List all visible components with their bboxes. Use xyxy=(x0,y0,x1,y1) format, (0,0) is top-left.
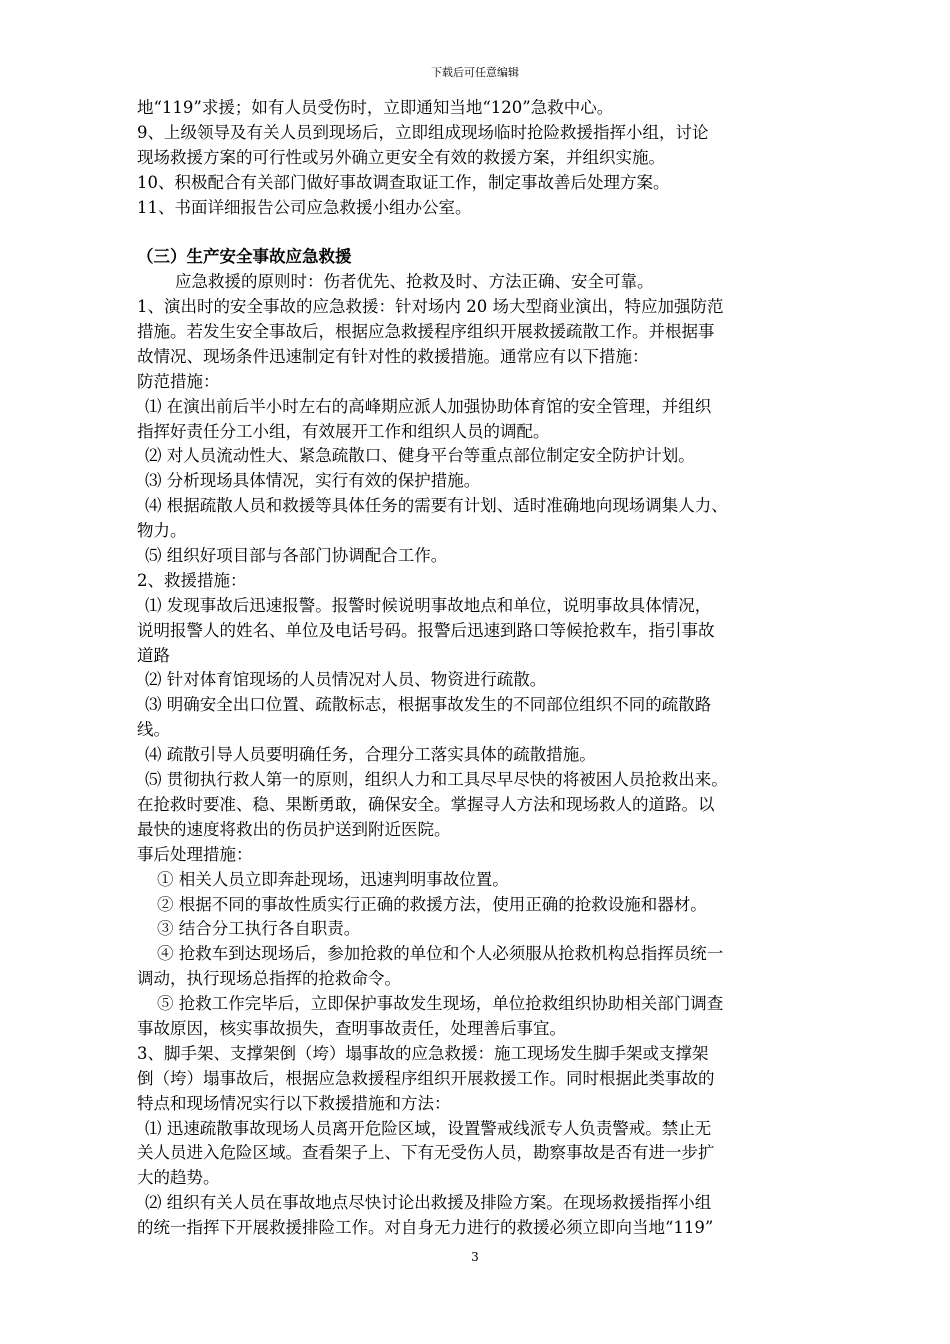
text-line: 倒（垮）塌事故后，根据应急救援程序组织开展救援工作。同时根据此类事故的 xyxy=(137,1068,715,1088)
text-line: 1、演出时的安全事故的应急救援：针对场内 20 场大型商业演出，特应加强防范 xyxy=(137,297,724,317)
text-line: ⑸ 组织好项目部与各部门协调配合工作。 xyxy=(145,546,448,566)
section-heading: （三）生产安全事故应急救援 xyxy=(137,247,352,267)
text-line: 现场救援方案的可行性或另外确立更安全有效的救援方案，并组织实施。 xyxy=(137,147,665,167)
text-line: ⑴ 发现事故后迅速报警。报警时候说明事故地点和单位，说明事故具体情况， xyxy=(145,595,712,615)
text-line: 事故原因，核实事故损失，查明事故责任，处理善后事宜。 xyxy=(137,1018,566,1038)
text-line: 措施。若发生安全事故后，根据应急救援程序组织开展救援疏散工作。并根据事 xyxy=(137,322,715,342)
text-line: ⑴ 在演出前后半小时左右的高峰期应派人加强协助体育馆的安全管理，并组织 xyxy=(145,396,712,416)
text-line: ③ 结合分工执行各自职责。 xyxy=(157,919,361,939)
text-line: ⑸ 贯彻执行救人第一的原则，组织人力和工具尽早尽快的将被困人员抢救出来。 xyxy=(145,770,728,790)
text-line: ⑴ 迅速疏散事故现场人员离开危险区域，设置警戒线派专人负责警戒。禁止无 xyxy=(145,1118,712,1138)
text-line: 物力。 xyxy=(137,521,187,541)
text-line: ⑵ 对人员流动性大、紧急疏散口、健身平台等重点部位制定安全防护计划。 xyxy=(145,446,695,466)
text-line: 线。 xyxy=(137,720,170,740)
document-body xyxy=(137,96,827,1241)
text-line: 指挥好责任分工小组，有效展开工作和组织人员的调配。 xyxy=(137,421,550,441)
page-header: 下载后可任意编辑 xyxy=(431,66,519,79)
text-line: ⑷ 根据疏散人员和救援等具体任务的需要有计划、适时准确地向现场调集人力、 xyxy=(145,496,728,516)
text-line: ⑤ 抢救工作完毕后，立即保护事故发生现场，单位抢救组织协助相关部门调查 xyxy=(157,994,724,1014)
text-line: ⑵ 组织有关人员在事故地点尽快讨论出救援及排险方案。在现场救援指挥小组 xyxy=(145,1193,712,1213)
text-line: 关人员进入危险区域。查看架子上、下有无受伤人员，勘察事故是否有进一步扩 xyxy=(137,1143,715,1163)
text-line: 道路 xyxy=(137,645,170,665)
page-number: 3 xyxy=(471,1250,479,1264)
text-line: 调动，执行现场总指挥的抢救命令。 xyxy=(137,969,401,989)
text-line: 最快的速度将救出的伤员护送到附近医院。 xyxy=(137,819,451,839)
text-line xyxy=(137,220,827,245)
text-line: ⑶ 明确安全出口位置、疏散标志，根据事故发生的不同部位组织不同的疏散路 xyxy=(145,695,712,715)
text-line: ① 相关人员立即奔赴现场，迅速判明事故位置。 xyxy=(157,869,509,889)
text-line: 说明报警人的姓名、单位及电话号码。报警后迅速到路口等候抢救车，指引事故 xyxy=(137,620,715,640)
text-line: 防范措施： xyxy=(137,371,220,391)
text-line: 的统一指挥下开展救援排险工作。对自身无力进行的救援必须立即向当地“119” xyxy=(137,1218,714,1238)
text-line: 应急救援的原则时：伤者优先、抢救及时、方法正确、安全可靠。 xyxy=(175,272,654,292)
text-line: 11、书面详细报告公司应急救援小组办公室。 xyxy=(137,197,472,217)
text-line: ⑵ 针对体育馆现场的人员情况对人员、物资进行疏散。 xyxy=(145,670,547,690)
text-line: 故情况、现场条件迅速制定有针对性的救援措施。通常应有以下措施： xyxy=(137,346,649,366)
text-line: 特点和现场情况实行以下救援措施和方法： xyxy=(137,1093,451,1113)
text-line: 事后处理措施： xyxy=(137,844,253,864)
text-line: ④ 抢救车到达现场后，参加抢救的单位和个人必须服从抢救机构总指挥员统一 xyxy=(157,944,724,964)
text-line: 9、上级领导及有关人员到现场后，立即组成现场临时抢险救援指挥小组，讨论 xyxy=(137,122,709,142)
text-line: ⑷ 疏散引导人员要明确任务，合理分工落实具体的疏散措施。 xyxy=(145,745,596,765)
text-line: 3、脚手架、支撑架倒（垮）塌事故的应急救援：施工现场发生脚手架或支撑架 xyxy=(137,1043,709,1063)
text-line: 10、积极配合有关部门做好事故调查取证工作，制定事故善后处理方案。 xyxy=(137,172,670,192)
text-line: 大的趋势。 xyxy=(137,1168,220,1188)
text-line: ② 根据不同的事故性质实行正确的救援方法，使用正确的抢救设施和器材。 xyxy=(157,894,707,914)
text-line: 2、救援措施： xyxy=(137,570,247,590)
text-line: ⑶ 分析现场具体情况，实行有效的保护措施。 xyxy=(145,471,481,491)
text-line: 地“119”求援；如有人员受伤时，立即通知当地“120”急救中心。 xyxy=(137,98,614,117)
text-line: 在抢救时要准、稳、果断勇敢，确保安全。掌握寻人方法和现场救人的道路。以 xyxy=(137,794,715,814)
